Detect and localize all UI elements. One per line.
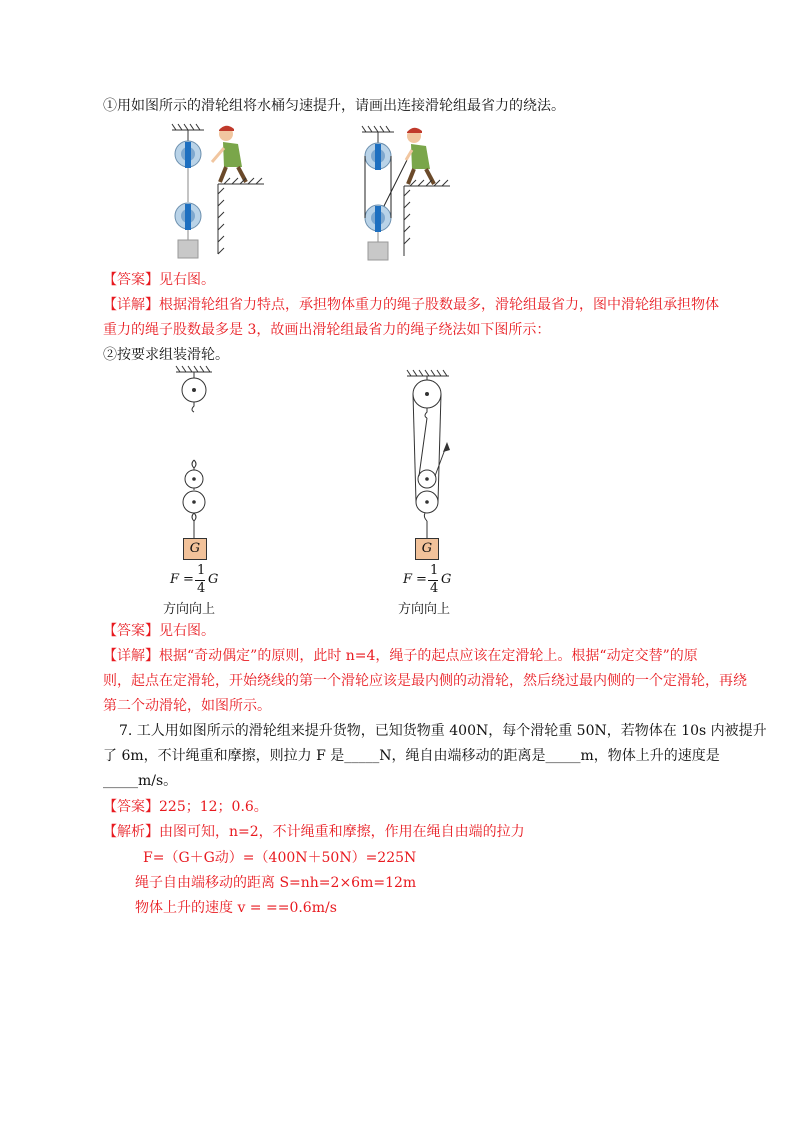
formula-left: F = 1 4 G xyxy=(170,563,219,596)
analysis-text: 由图可知，n=2，不计绳重和摩擦，作用在绳自由端的拉力 xyxy=(159,824,525,840)
detail-text: 根据“奇动偶定”的原则，此时 n=4，绳子的起点应该在定滑轮上。根据“动定交替”的原 xyxy=(159,648,698,664)
q6a-answer xyxy=(103,270,215,290)
q7-answer xyxy=(103,797,268,817)
direction-left: 方向向上 xyxy=(163,602,216,617)
formula-right: F = 1 4 G xyxy=(403,563,452,596)
schematic-right xyxy=(395,366,465,566)
arrow-head xyxy=(443,442,450,452)
worker-figure xyxy=(212,126,246,182)
detail-tag: 【详解】 xyxy=(103,297,159,313)
fixed-pulley xyxy=(175,141,201,168)
q7-calc-distance: 绳子自由端移动的距离 S=nh=2×6m=12m xyxy=(135,875,417,891)
answer-text: 见右图。 xyxy=(159,623,215,639)
weight-box-left: G xyxy=(183,538,207,560)
q6b-answer xyxy=(103,621,215,641)
ceiling-hatch xyxy=(172,124,204,142)
bucket-weight xyxy=(178,240,198,258)
q7-line-3: _____m/s。 xyxy=(103,773,178,789)
q6a-prompt: ①用如图所示的滑轮组将水桶匀速提升，请画出连接滑轮组最省力的绕法。 xyxy=(103,98,565,114)
answer-tag: 【答案】 xyxy=(103,799,159,815)
answer-text: 见右图。 xyxy=(159,272,215,288)
q6a-detail-1 xyxy=(103,295,719,315)
q6b-prompt: ②按要求组装滑轮。 xyxy=(103,347,229,363)
q7-line-1: 7. 工人用如图所示的滑轮组来提升货物，已知货物重 400N，每个滑轮重 50N，若物体在 10s 内被提升 xyxy=(119,723,767,739)
direction-right: 方向向上 xyxy=(398,602,451,617)
q7-analysis xyxy=(103,822,525,842)
q6a-detail-2: 重力的绳子股数最多是 3，故画出滑轮组最省力的绳子绕法如下图所示： xyxy=(103,322,551,338)
cliff-hatch xyxy=(218,178,264,254)
q7-line-2: 了 6m，不计绳重和摩擦，则拉力 F 是_____N，绳自由端移动的距离是_____m，物体上升的速度是 xyxy=(103,748,720,764)
answer-tag: 【答案】 xyxy=(103,272,159,288)
movable-pulley xyxy=(175,203,201,230)
q6b-detail-3: 第二个动滑轮，如图所示。 xyxy=(103,698,271,714)
answer-text: 225；12；0.6。 xyxy=(159,799,268,815)
schematic-left xyxy=(164,366,224,566)
detail-tag: 【详解】 xyxy=(103,648,159,664)
answer-tag: 【答案】 xyxy=(103,623,159,639)
q7-calc-force: F=（G＋G动）=（400N＋50N）=225N xyxy=(143,850,417,866)
pulley-figure-right xyxy=(358,124,468,264)
pulley-figure-left xyxy=(168,122,298,262)
detail-text: 根据滑轮组省力特点，承担物体重力的绳子股数最多，滑轮组最省力，图中滑轮组承担物体 xyxy=(159,297,719,313)
q7-calc-speed: 物体上升的速度 v = ==0.6m/s xyxy=(135,900,337,916)
analysis-tag: 【解析】 xyxy=(103,824,159,840)
q6b-detail-2: 则，起点在定滑轮，开始绕线的第一个滑轮应该是最内侧的动滑轮，然后绕过最内侧的一个定滑轮，再绕 xyxy=(103,673,747,689)
weight-box-right: G xyxy=(415,538,439,560)
q6b-detail-1 xyxy=(103,646,698,666)
